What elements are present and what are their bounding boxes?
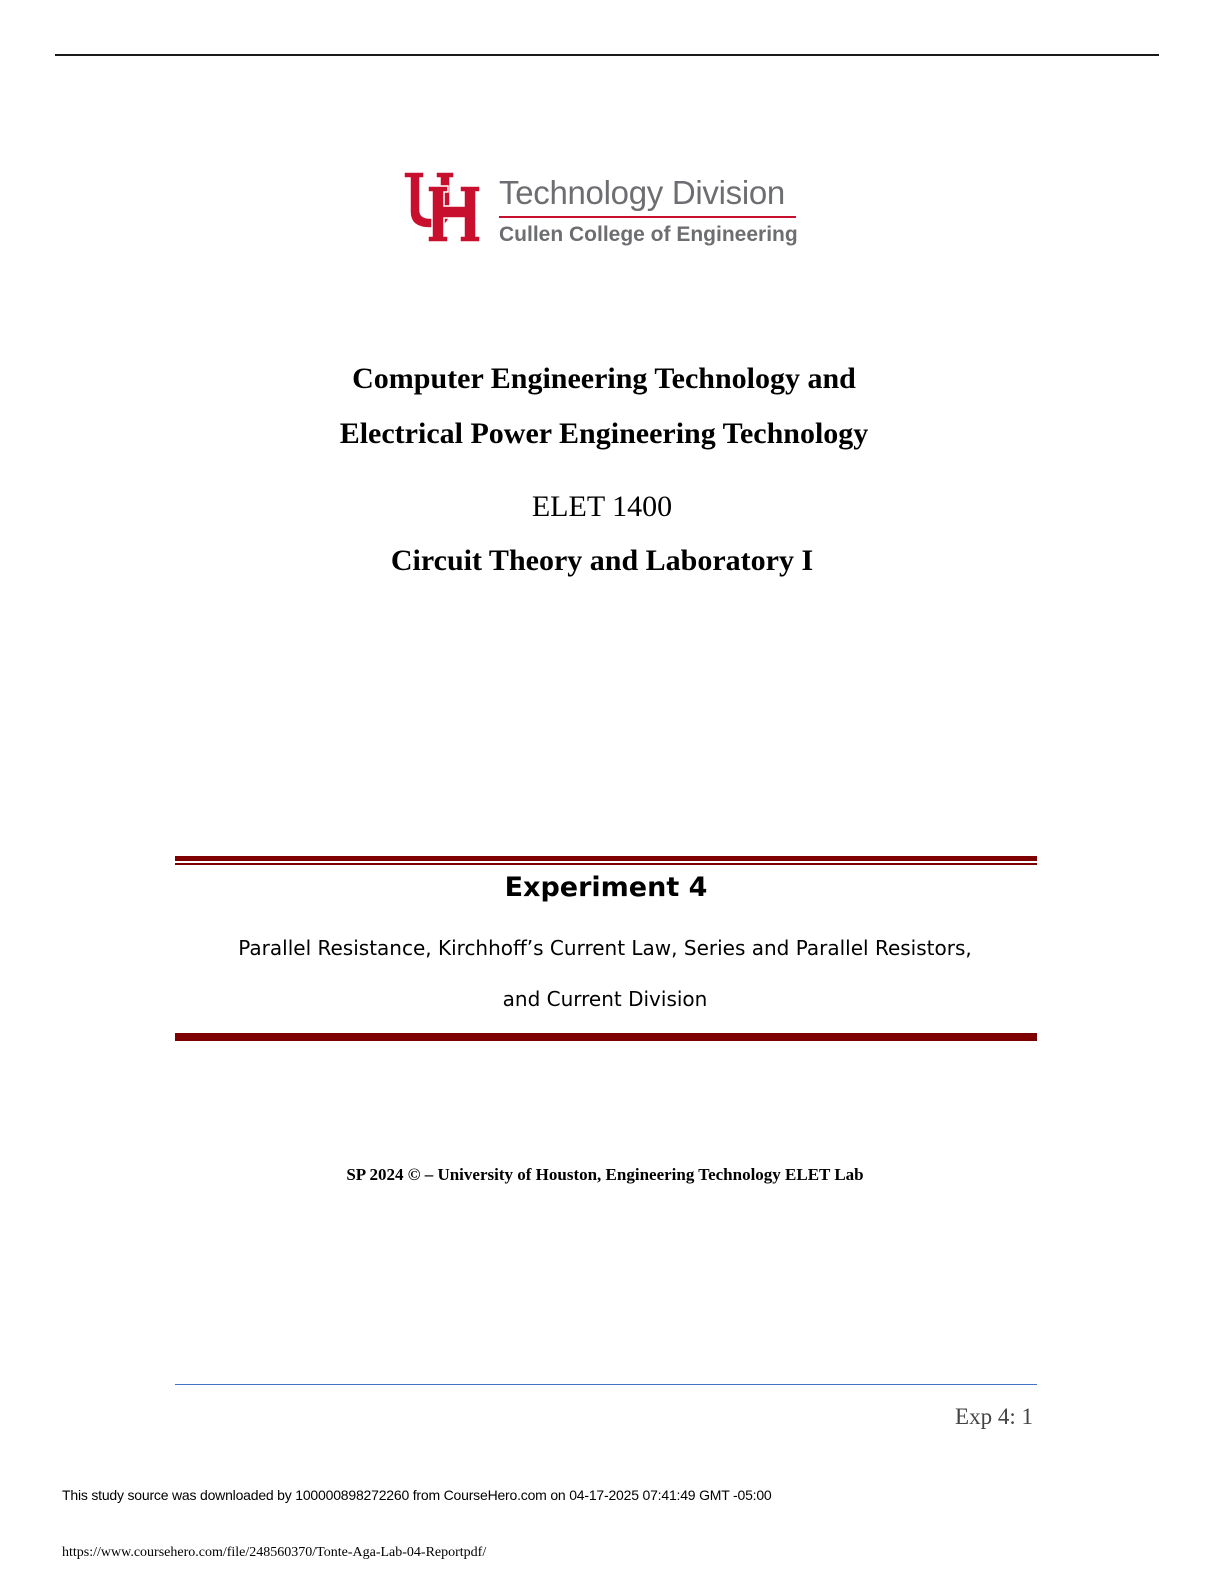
program-title-line-1: Computer Engineering Technology and xyxy=(352,362,856,395)
logo-college-text: Cullen College of Engineering xyxy=(499,223,798,246)
experiment-subtitle-line-1: Parallel Resistance, Kirchhoff’s Current Law, Series and Parallel Resistors, xyxy=(238,936,972,960)
uh-technology-division-logo xyxy=(402,170,802,246)
top-rule xyxy=(55,54,1159,56)
course-code: ELET 1400 xyxy=(531,490,673,523)
experiment-top-band xyxy=(175,856,1037,865)
study-source-notice: This study source was downloaded by 100000898272260 from CourseHero.com on 04-17-2025 07:41:49 GMT -05:00 xyxy=(62,1487,772,1503)
course-name: Circuit Theory and Laboratory I xyxy=(390,544,814,577)
experiment-title: Experiment 4 xyxy=(504,872,708,903)
logo-divider xyxy=(499,216,796,218)
experiment-bottom-band xyxy=(175,1033,1037,1041)
page-number: Exp 4: 1 xyxy=(955,1404,1033,1429)
experiment-subtitle-line-2: and Current Division xyxy=(502,987,708,1011)
copyright-notice: SP 2024 © – University of Houston, Engineering Technology ELET Lab xyxy=(346,1165,864,1184)
uh-interlocking-logo-icon xyxy=(402,170,482,244)
logo-division-text: Technology Division xyxy=(499,174,785,211)
footer-rule xyxy=(175,1384,1037,1385)
program-title-line-2: Electrical Power Engineering Technology xyxy=(339,417,869,450)
source-url[interactable]: https://www.coursehero.com/file/248560370/Tonte-Aga-Lab-04-Reportpdf/ xyxy=(62,1545,487,1560)
